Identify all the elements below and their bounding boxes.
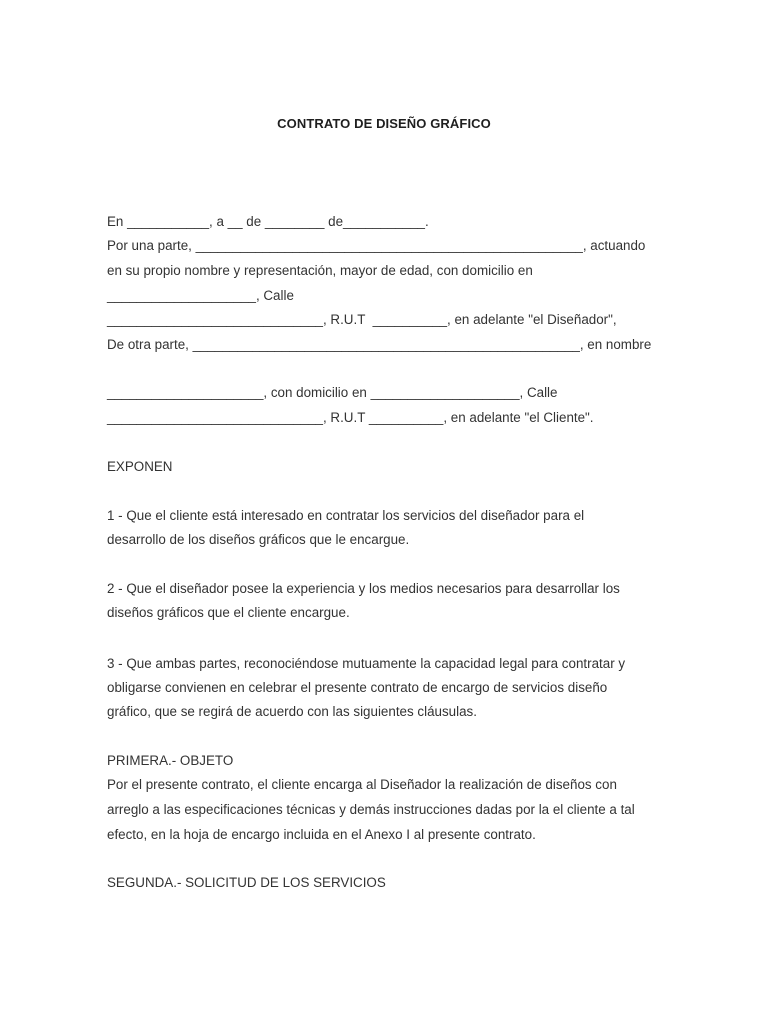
section-heading: SEGUNDA.- SOLICITUD DE LOS SERVICIOS [107, 875, 386, 890]
text-line: Por el presente contrato, el cliente encarga al Diseñador la realización de diseños con [107, 777, 617, 792]
text-line: obligarse convienen en celebrar el presente contrato de encargo de servicios diseño [107, 680, 608, 695]
section-heading: PRIMERA.- OBJETO [107, 753, 234, 768]
text-line: efecto, en la hoja de encargo incluida en el Anexo I al presente contrato. [107, 827, 536, 842]
text-line: 1 - Que el cliente está interesado en contratar los servicios del diseñador para el [107, 508, 585, 523]
text-line: ____________________, Calle [107, 288, 294, 303]
text-line: 3 - Que ambas partes, reconociéndose mutuamente la capacidad legal para contratar y [107, 656, 626, 671]
text-line: Por una parte, ____________________________________________________, actuando [107, 238, 646, 253]
text-line: _____________________________, R.U.T __________, en adelante "el Diseñador", [107, 312, 617, 327]
text-line: gráfico, que se regirá de acuerdo con las siguientes cláusulas. [107, 704, 477, 719]
text-line: desarrollo de los diseños gráficos que le encargue. [107, 532, 410, 547]
text-line: _____________________________, R.U.T __________, en adelante "el Cliente". [107, 410, 594, 425]
text-line: En ___________, a __ de ________ de___________. [107, 214, 429, 229]
document-title: CONTRATO DE DISEÑO GRÁFICO [277, 116, 491, 131]
text-line: De otra parte, ____________________________________________________, en nombre [107, 337, 652, 352]
text-line: _____________________, con domicilio en ____________________, Calle [107, 385, 558, 400]
text-line: 2 - Que el diseñador posee la experiencia y los medios necesarios para desarrollar los [107, 581, 620, 596]
text-line: diseños gráficos que el cliente encargue. [107, 605, 350, 620]
text-line: arreglo a las especificaciones técnicas y demás instrucciones dadas por la el cliente a tal [107, 802, 635, 817]
section-heading: EXPONEN [107, 459, 173, 474]
text-line: en su propio nombre y representación, mayor de edad, con domicilio en [107, 263, 533, 278]
